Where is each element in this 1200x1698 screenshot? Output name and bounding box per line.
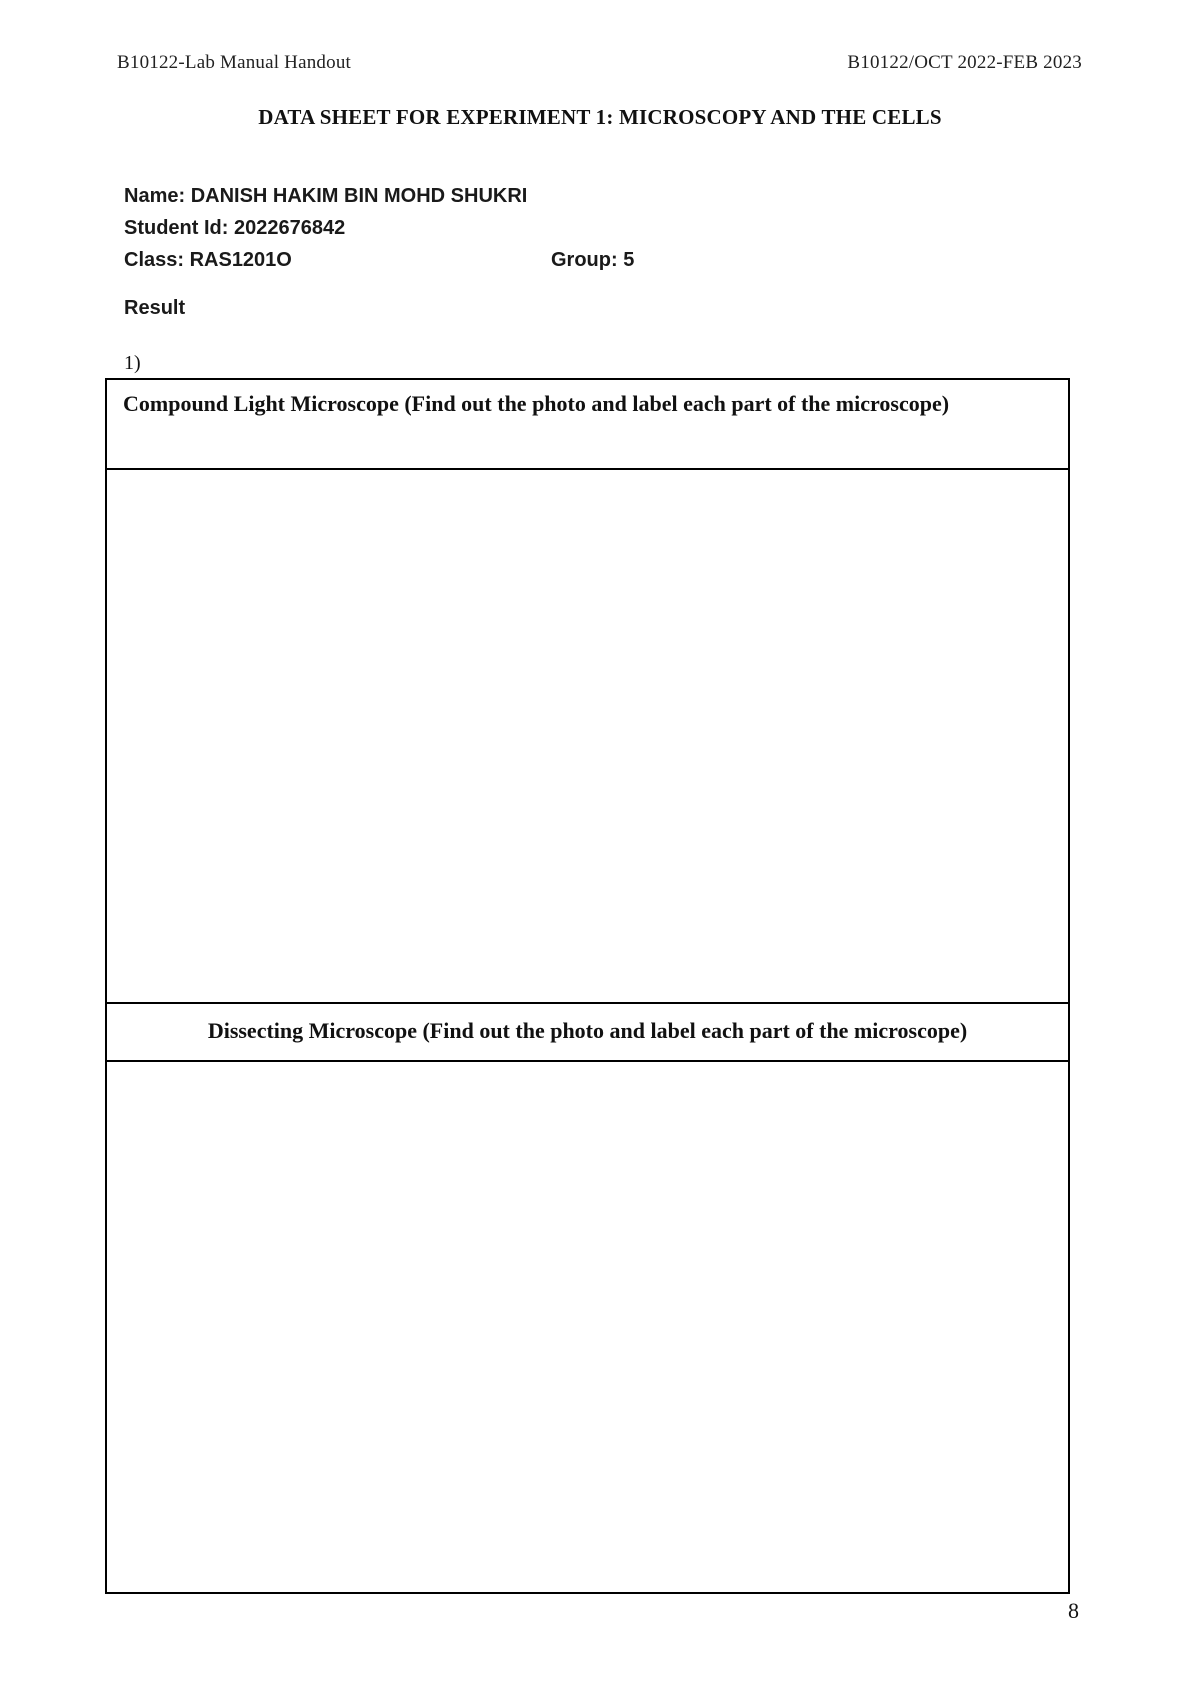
header-left: B10122-Lab Manual Handout [117,52,352,73]
compound-microscope-heading: Compound Light Microscope (Find out the photo and label each part of the microscope) [107,380,1068,470]
student-name: Name: DANISH HAKIM BIN MOHD SHUKRI [124,185,528,207]
page-number: 8 [1068,1598,1079,1623]
student-group: Group: 5 [551,249,635,271]
student-class: Class: RAS1201O [124,249,292,271]
results-table [105,378,1070,1594]
document-title: DATA SHEET FOR EXPERIMENT 1: MICROSCOPY AND THE CELLS [258,105,942,129]
compound-microscope-photo-area[interactable] [107,470,1068,1004]
student-id: Student Id: 2022676842 [124,217,346,239]
header-right: B10122/OCT 2022-FEB 2023 [847,52,1082,73]
dissecting-microscope-photo-area[interactable] [107,1062,1068,1592]
question-number: 1) [124,352,141,374]
result-label: Result [124,297,186,319]
dissecting-microscope-heading: Dissecting Microscope (Find out the photo and label each part of the microscope) [107,1004,1068,1062]
